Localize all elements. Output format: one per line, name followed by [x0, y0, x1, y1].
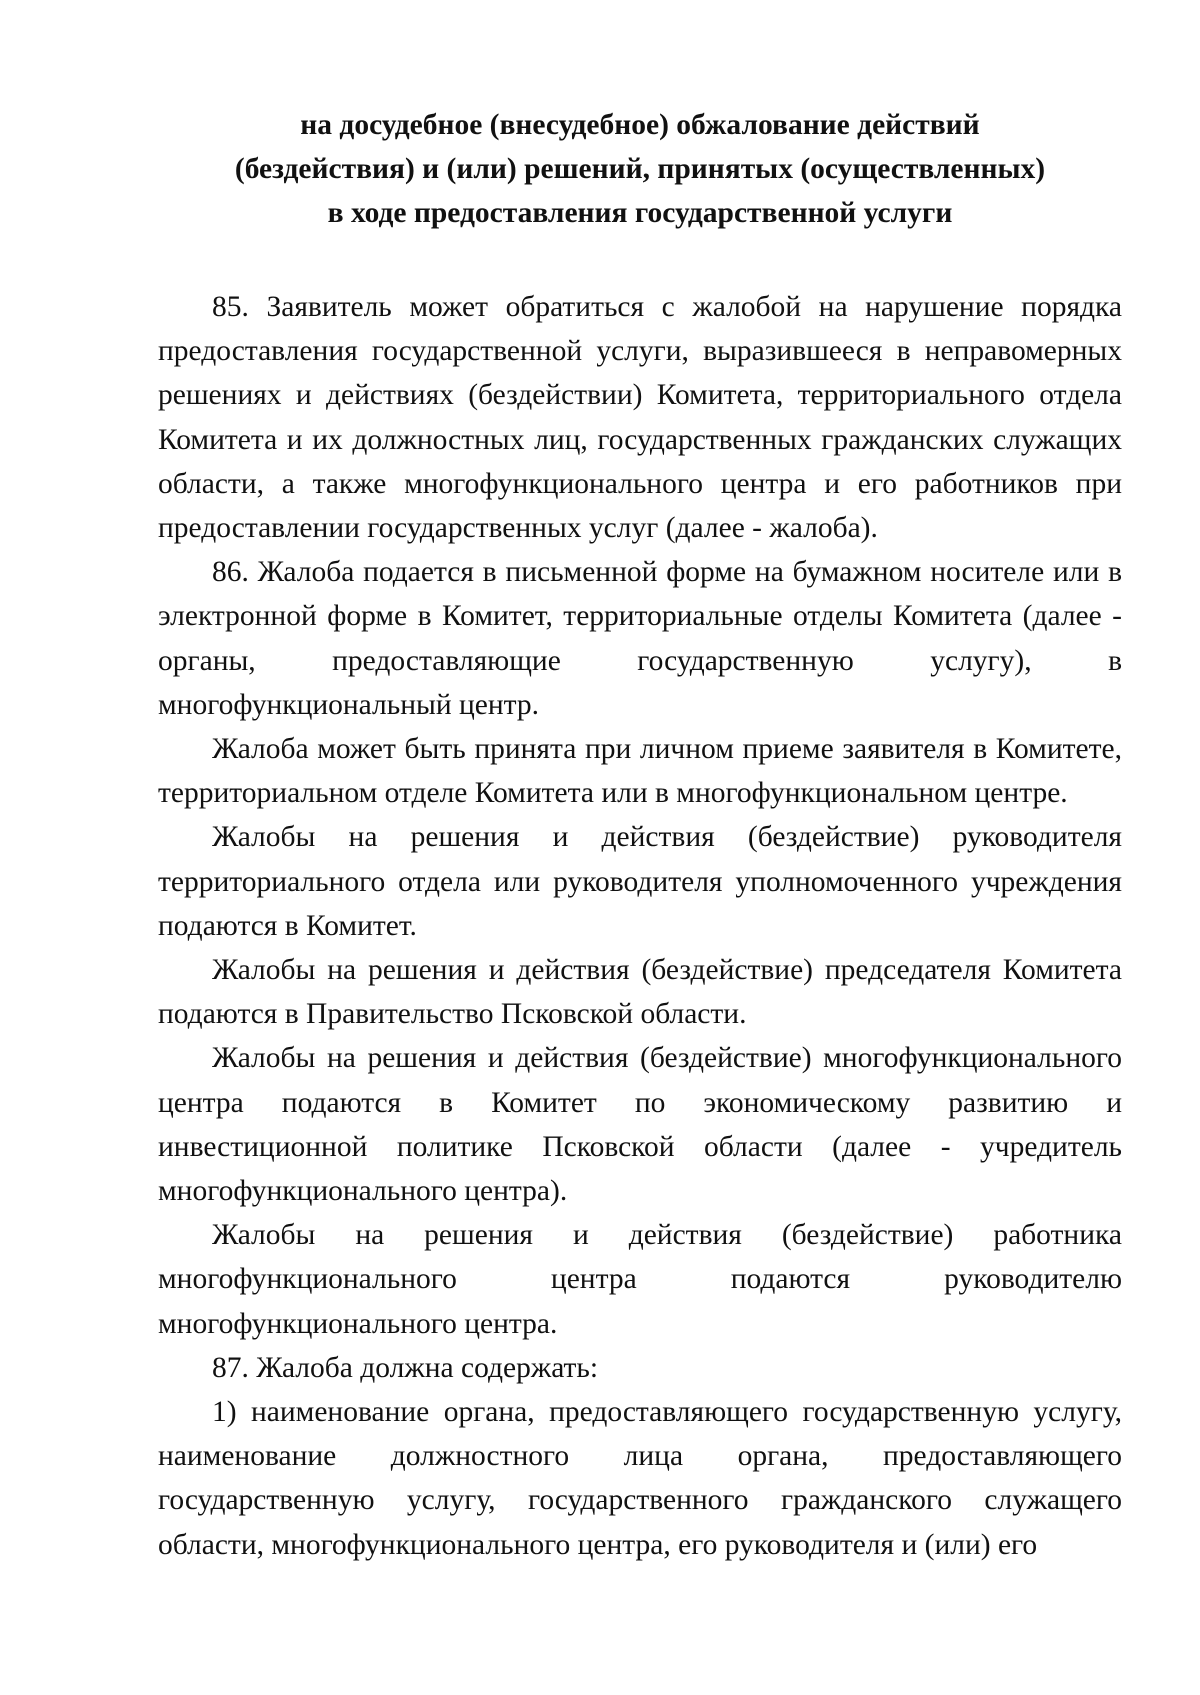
- paragraph-personal-reception: Жалоба может быть принята при личном приеме заявителя в Комитете, территориальном отделе Комитета или в многофункциональном центре.: [158, 733, 1122, 810]
- title-line-3: в ходе предоставления государственной услуги: [327, 197, 953, 229]
- paragraph-complaints-mfc: Жалобы на решения и действия (бездействие) многофункционального центра подаются в Комитет по экономическому развитию и инвестиционной политике Псковской области (далее - учредитель многофункционального центра).: [158, 1042, 1122, 1208]
- title-line-2: (бездействия) и (или) решений, принятых (осуществленных): [234, 153, 1046, 185]
- document-body: [158, 285, 1122, 1567]
- paragraph-85: 85. Заявитель может обратиться с жалобой на нарушение порядка предоставления государственной услуги, выразившееся в неправомерных решениях и действиях (бездействии) Комитета, территориального отдела Комитета и их должностных лиц, государственных гражданских служащих области, а также многофункционального центра и его работников при предоставлении государственных услуг (далее - жалоба).: [158, 291, 1122, 545]
- paragraph-complaints-chairman: Жалобы на решения и действия (бездействие) председателя Комитета подаются в Правительство Псковской области.: [158, 954, 1122, 1031]
- paragraph-complaints-department-head: Жалобы на решения и действия (бездействие) руководителя территориального отдела или руководителя уполномоченного учреждения подаются в Комитет.: [158, 821, 1122, 942]
- paragraph-complaints-mfc-employee: Жалобы на решения и действия (бездействие) работника многофункционального центра подаются руководителю многофункционального центра.: [158, 1219, 1122, 1340]
- paragraph-86: 86. Жалоба подается в письменной форме на бумажном носителе или в электронной форме в Комитет, территориальные отделы Комитета (далее - органы, предоставляющие государственную услугу), в многофункциональный центр.: [158, 556, 1122, 721]
- paragraph-87: 87. Жалоба должна содержать:: [212, 1351, 599, 1384]
- document-page: [158, 0, 1122, 1567]
- section-title: [158, 103, 1122, 235]
- paragraph-87-item-1: 1) наименование органа, предоставляющего государственную услугу, наименование должностного лица органа, предоставляющего государственную услугу, государственного гражданского служащего области, многофункционального центра, его руководителя и (или) его: [158, 1396, 1122, 1561]
- title-line-1: на досудебное (внесудебное) обжалование действий: [300, 109, 980, 141]
